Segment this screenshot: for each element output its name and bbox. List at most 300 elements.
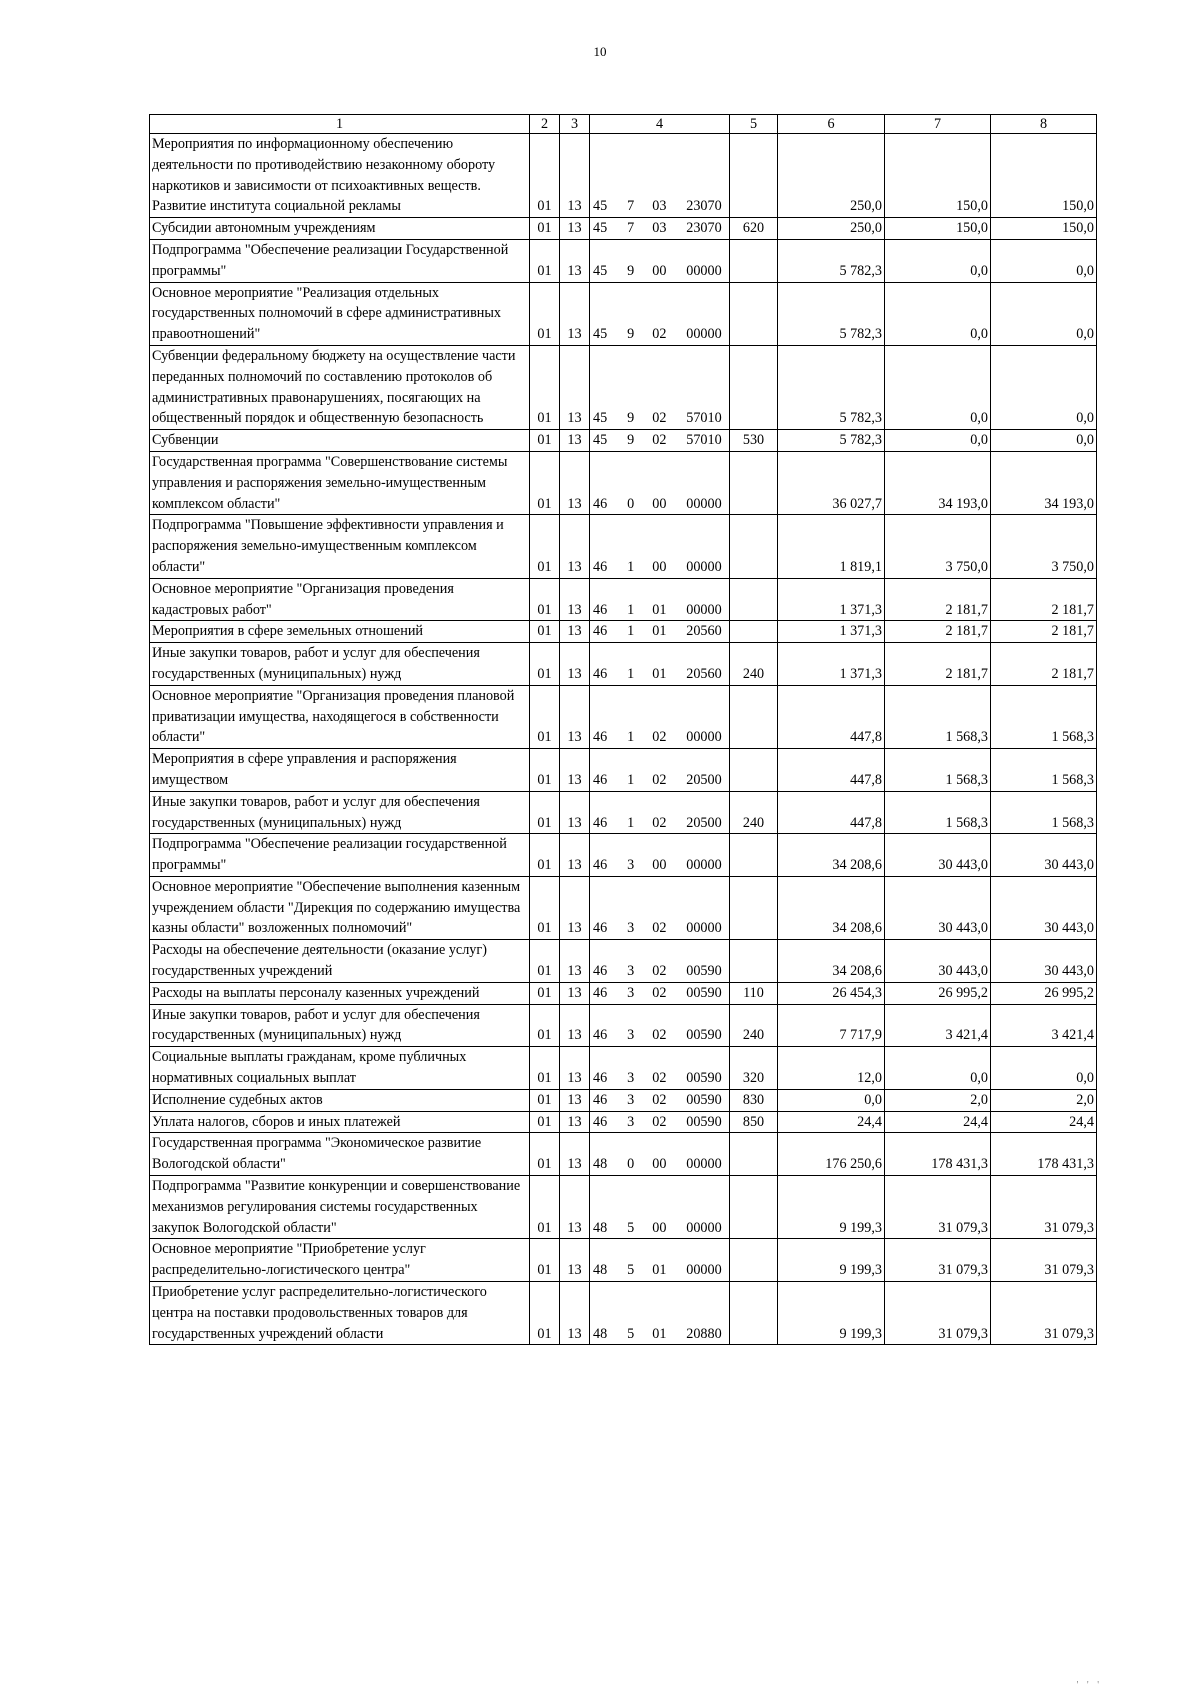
table-row: [150, 791, 1097, 834]
target-article-part: 45: [593, 410, 608, 427]
target-article-part: 00000: [686, 601, 722, 618]
subsection-code-cell: 13: [560, 430, 590, 452]
target-article-part: 02: [652, 729, 667, 746]
amount-cell: 0,0: [991, 282, 1097, 345]
target-article-part: 00590: [686, 963, 722, 980]
target-article-cell: [590, 218, 730, 240]
expense-type-cell: 240: [730, 643, 778, 686]
amount-cell: 34 193,0: [991, 451, 1097, 514]
subsection-code-cell: 13: [560, 451, 590, 514]
amount-cell: 1 568,3: [885, 749, 991, 792]
amount-cell: 2,0: [885, 1089, 991, 1111]
row-name-cell: Основное мероприятие "Реализация отдельных государственных полномочий в сфере административных правоотношений": [150, 282, 530, 345]
target-article-cell: [590, 578, 730, 621]
expense-type-cell: [730, 515, 778, 578]
target-article-part: 3: [627, 857, 635, 874]
expense-type-cell: [730, 451, 778, 514]
table-row: [150, 1047, 1097, 1090]
subsection-code-cell: 13: [560, 1282, 590, 1345]
table-row: [150, 940, 1097, 983]
target-article-part: 3: [627, 963, 635, 980]
amount-cell: 2 181,7: [885, 621, 991, 643]
amount-cell: 9 199,3: [778, 1282, 885, 1345]
row-name-cell: Мероприятия по информационному обеспечению деятельности по противодействию незаконному обороту наркотиков и зависимости от психоактивных веществ. Развитие института социальной рекламы: [150, 134, 530, 218]
expense-type-cell: [730, 685, 778, 748]
target-article-part: 20500: [686, 771, 722, 788]
target-article-cell: [590, 685, 730, 748]
target-article-cell: [590, 791, 730, 834]
target-article-cell: [590, 940, 730, 983]
target-article-part: 00590: [686, 1091, 722, 1108]
target-article-part: 00: [652, 1219, 667, 1236]
amount-cell: 3 750,0: [885, 515, 991, 578]
subsection-code-cell: 13: [560, 345, 590, 429]
section-code-cell: 01: [530, 834, 560, 877]
amount-cell: 31 079,3: [885, 1239, 991, 1282]
target-article-cell: [590, 876, 730, 939]
amount-cell: 34 208,6: [778, 876, 885, 939]
amount-cell: 447,8: [778, 749, 885, 792]
target-article-part: 00000: [686, 857, 722, 874]
target-article-part: 00000: [686, 558, 722, 575]
amount-cell: 9 199,3: [778, 1239, 885, 1282]
expense-type-cell: 240: [730, 1004, 778, 1047]
subsection-code-cell: 13: [560, 621, 590, 643]
amount-cell: 31 079,3: [991, 1176, 1097, 1239]
header-cell: 3: [560, 115, 590, 134]
target-article-part: 1: [627, 729, 635, 746]
section-code-cell: 01: [530, 1282, 560, 1345]
amount-cell: 1 568,3: [991, 749, 1097, 792]
header-cell: 4: [590, 115, 730, 134]
target-article-part: 46: [593, 558, 608, 575]
subsection-code-cell: 13: [560, 749, 590, 792]
target-article-part: 02: [652, 814, 667, 831]
amount-cell: 447,8: [778, 685, 885, 748]
subsection-code-cell: 13: [560, 1133, 590, 1176]
target-article-part: 01: [652, 601, 667, 618]
subsection-code-cell: 13: [560, 282, 590, 345]
target-article-part: 01: [652, 665, 667, 682]
target-article-cell: [590, 451, 730, 514]
target-article-part: 3: [627, 1070, 635, 1087]
expense-type-cell: 110: [730, 982, 778, 1004]
target-article-part: 57010: [686, 432, 722, 449]
target-article-cell: [590, 982, 730, 1004]
expense-type-cell: 240: [730, 791, 778, 834]
target-article-part: 7: [627, 198, 635, 215]
target-article-part: 5: [627, 1325, 635, 1342]
amount-cell: 0,0: [991, 1047, 1097, 1090]
target-article-part: 46: [593, 857, 608, 874]
amount-cell: 30 443,0: [885, 940, 991, 983]
amount-cell: 3 421,4: [991, 1004, 1097, 1047]
expense-type-cell: [730, 621, 778, 643]
table-row: [150, 345, 1097, 429]
amount-cell: 1 819,1: [778, 515, 885, 578]
expense-type-cell: [730, 1176, 778, 1239]
amount-cell: 0,0: [885, 282, 991, 345]
target-article-cell: [590, 515, 730, 578]
amount-cell: 1 371,3: [778, 578, 885, 621]
target-article-part: 46: [593, 920, 608, 937]
row-name-cell: Субвенции: [150, 430, 530, 452]
subsection-code-cell: 13: [560, 876, 590, 939]
row-name-cell: Основное мероприятие "Обеспечение выполнения казенным учреждением области "Дирекция по содержанию имущества казны области" возложенных полномочий": [150, 876, 530, 939]
table-row: [150, 1282, 1097, 1345]
subsection-code-cell: 13: [560, 515, 590, 578]
target-article-part: 01: [652, 623, 667, 640]
expense-type-cell: [730, 282, 778, 345]
target-article-part: 02: [652, 410, 667, 427]
table-row: [150, 134, 1097, 218]
target-article-part: 46: [593, 814, 608, 831]
target-article-part: 00000: [686, 495, 722, 512]
row-name-cell: Уплата налогов, сборов и иных платежей: [150, 1111, 530, 1133]
expense-type-cell: 530: [730, 430, 778, 452]
target-article-part: 01: [652, 1325, 667, 1342]
amount-cell: 26 454,3: [778, 982, 885, 1004]
expense-type-cell: 620: [730, 218, 778, 240]
table-row: [150, 1004, 1097, 1047]
target-article-part: 48: [593, 1325, 608, 1342]
section-code-cell: 01: [530, 430, 560, 452]
header-cell: 5: [730, 115, 778, 134]
section-code-cell: 01: [530, 1047, 560, 1090]
section-code-cell: 01: [530, 134, 560, 218]
subsection-code-cell: 13: [560, 940, 590, 983]
target-article-part: 3: [627, 1091, 635, 1108]
amount-cell: 2,0: [991, 1089, 1097, 1111]
subsection-code-cell: 13: [560, 1004, 590, 1047]
subsection-code-cell: 13: [560, 134, 590, 218]
section-code-cell: 01: [530, 578, 560, 621]
amount-cell: 0,0: [991, 239, 1097, 282]
amount-cell: 31 079,3: [991, 1239, 1097, 1282]
target-article-cell: [590, 1047, 730, 1090]
amount-cell: 5 782,3: [778, 345, 885, 429]
target-article-part: 00000: [686, 729, 722, 746]
amount-cell: 1 568,3: [991, 685, 1097, 748]
target-article-cell: [590, 1004, 730, 1047]
section-code-cell: 01: [530, 218, 560, 240]
budget-table: [149, 114, 1097, 1345]
target-article-cell: [590, 345, 730, 429]
amount-cell: 178 431,3: [991, 1133, 1097, 1176]
amount-cell: 34 193,0: [885, 451, 991, 514]
target-article-part: 46: [593, 729, 608, 746]
row-name-cell: Подпрограмма "Обеспечение реализации Государственной программы": [150, 239, 530, 282]
table-row: [150, 578, 1097, 621]
subsection-code-cell: 13: [560, 1047, 590, 1090]
section-code-cell: 01: [530, 685, 560, 748]
row-name-cell: Основное мероприятие "Организация проведения кадастровых работ": [150, 578, 530, 621]
target-article-part: 9: [627, 432, 635, 449]
row-name-cell: Подпрограмма "Развитие конкуренции и совершенствование механизмов регулирования системы государственных закупок Вологодской области": [150, 1176, 530, 1239]
expense-type-cell: [730, 1239, 778, 1282]
target-article-part: 20500: [686, 814, 722, 831]
amount-cell: 30 443,0: [885, 834, 991, 877]
amount-cell: 3 421,4: [885, 1004, 991, 1047]
target-article-part: 9: [627, 326, 635, 343]
target-article-cell: [590, 1089, 730, 1111]
target-article-cell: [590, 621, 730, 643]
header-cell: 8: [991, 115, 1097, 134]
target-article-part: 00590: [686, 1113, 722, 1130]
target-article-part: 57010: [686, 410, 722, 427]
subsection-code-cell: 13: [560, 1111, 590, 1133]
target-article-part: 02: [652, 326, 667, 343]
target-article-cell: [590, 430, 730, 452]
target-article-part: 00: [652, 558, 667, 575]
target-article-cell: [590, 134, 730, 218]
target-article-part: 45: [593, 262, 608, 279]
expense-type-cell: [730, 134, 778, 218]
target-article-part: 00: [652, 262, 667, 279]
target-article-part: 03: [652, 220, 667, 237]
row-name-cell: Мероприятия в сфере управления и распоряжения имуществом: [150, 749, 530, 792]
header-cell: 6: [778, 115, 885, 134]
header-cell: 7: [885, 115, 991, 134]
amount-cell: 30 443,0: [991, 834, 1097, 877]
row-name-cell: Приобретение услуг распределительно-логистического центра на поставки продовольственных товаров для государственных учреждений области: [150, 1282, 530, 1345]
target-article-part: 9: [627, 262, 635, 279]
target-article-cell: [590, 1282, 730, 1345]
amount-cell: 0,0: [778, 1089, 885, 1111]
amount-cell: 2 181,7: [991, 643, 1097, 686]
section-code-cell: 01: [530, 876, 560, 939]
target-article-part: 02: [652, 1070, 667, 1087]
target-article-part: 02: [652, 920, 667, 937]
target-article-part: 3: [627, 1113, 635, 1130]
amount-cell: 31 079,3: [991, 1282, 1097, 1345]
table-row: [150, 1176, 1097, 1239]
target-article-part: 00000: [686, 1219, 722, 1236]
target-article-cell: [590, 1239, 730, 1282]
target-article-part: 1: [627, 771, 635, 788]
target-article-part: 0: [627, 495, 635, 512]
section-code-cell: 01: [530, 1239, 560, 1282]
expense-type-cell: [730, 578, 778, 621]
target-article-part: 3: [627, 984, 635, 1001]
target-article-part: 00590: [686, 1070, 722, 1087]
target-article-part: 48: [593, 1156, 608, 1173]
subsection-code-cell: 13: [560, 834, 590, 877]
amount-cell: 26 995,2: [885, 982, 991, 1004]
amount-cell: 31 079,3: [885, 1282, 991, 1345]
target-article-part: 46: [593, 984, 608, 1001]
section-code-cell: 01: [530, 239, 560, 282]
target-article-part: 46: [593, 1070, 608, 1087]
row-name-cell: Подпрограмма "Обеспечение реализации государственной программы": [150, 834, 530, 877]
amount-cell: 3 750,0: [991, 515, 1097, 578]
amount-cell: 26 995,2: [991, 982, 1097, 1004]
expense-type-cell: 850: [730, 1111, 778, 1133]
amount-cell: 447,8: [778, 791, 885, 834]
target-article-part: 01: [652, 1262, 667, 1279]
amount-cell: 31 079,3: [885, 1176, 991, 1239]
table-row: [150, 621, 1097, 643]
row-name-cell: Иные закупки товаров, работ и услуг для обеспечения государственных (муниципальных) нужд: [150, 1004, 530, 1047]
target-article-part: 1: [627, 814, 635, 831]
amount-cell: 0,0: [885, 1047, 991, 1090]
table-row: [150, 239, 1097, 282]
target-article-cell: [590, 1133, 730, 1176]
section-code-cell: 01: [530, 982, 560, 1004]
row-name-cell: Субсидии автономным учреждениям: [150, 218, 530, 240]
target-article-part: 20560: [686, 665, 722, 682]
row-name-cell: Основное мероприятие "Организация проведения плановой приватизации имущества, находящегося в собственности области": [150, 685, 530, 748]
subsection-code-cell: 13: [560, 1176, 590, 1239]
target-article-part: 00000: [686, 1156, 722, 1173]
target-article-cell: [590, 239, 730, 282]
row-name-cell: Расходы на выплаты персоналу казенных учреждений: [150, 982, 530, 1004]
expense-type-cell: [730, 749, 778, 792]
target-article-part: 02: [652, 1113, 667, 1130]
target-article-part: 46: [593, 665, 608, 682]
row-name-cell: Подпрограмма "Повышение эффективности управления и распоряжения земельно-имущественным комплексом области": [150, 515, 530, 578]
row-name-cell: Субвенции федеральному бюджету на осуществление части переданных полномочий по составлению протоколов об административных правонарушениях, посягающих на общественный порядок и общественную безопасность: [150, 345, 530, 429]
target-article-part: 1: [627, 558, 635, 575]
row-name-cell: Социальные выплаты гражданам, кроме публичных нормативных социальных выплат: [150, 1047, 530, 1090]
amount-cell: 30 443,0: [991, 876, 1097, 939]
amount-cell: 2 181,7: [991, 621, 1097, 643]
target-article-part: 02: [652, 771, 667, 788]
target-article-part: 00590: [686, 984, 722, 1001]
amount-cell: 34 208,6: [778, 834, 885, 877]
target-article-part: 46: [593, 1027, 608, 1044]
subsection-code-cell: 13: [560, 578, 590, 621]
section-code-cell: 01: [530, 345, 560, 429]
target-article-part: 02: [652, 1027, 667, 1044]
target-article-part: 46: [593, 771, 608, 788]
amount-cell: 250,0: [778, 218, 885, 240]
target-article-part: 20560: [686, 623, 722, 640]
target-article-part: 02: [652, 963, 667, 980]
amount-cell: 24,4: [991, 1111, 1097, 1133]
amount-cell: 2 181,7: [885, 578, 991, 621]
amount-cell: 0,0: [885, 430, 991, 452]
scan-mark: ' ' ': [1076, 1680, 1102, 1691]
section-code-cell: 01: [530, 515, 560, 578]
row-name-cell: Исполнение судебных актов: [150, 1089, 530, 1111]
amount-cell: 30 443,0: [885, 876, 991, 939]
amount-cell: 24,4: [778, 1111, 885, 1133]
table-row: [150, 515, 1097, 578]
amount-cell: 250,0: [778, 134, 885, 218]
target-article-part: 45: [593, 326, 608, 343]
amount-cell: 0,0: [991, 430, 1097, 452]
subsection-code-cell: 13: [560, 685, 590, 748]
target-article-part: 00000: [686, 326, 722, 343]
target-article-cell: [590, 749, 730, 792]
expense-type-cell: [730, 1282, 778, 1345]
row-name-cell: Государственная программа "Экономическое развитие Вологодской области": [150, 1133, 530, 1176]
expense-type-cell: [730, 345, 778, 429]
target-article-part: 02: [652, 1091, 667, 1108]
target-article-part: 1: [627, 623, 635, 640]
amount-cell: 1 371,3: [778, 643, 885, 686]
row-name-cell: Основное мероприятие "Приобретение услуг распределительно-логистического центра": [150, 1239, 530, 1282]
target-article-part: 02: [652, 432, 667, 449]
target-article-part: 48: [593, 1219, 608, 1236]
target-article-part: 20880: [686, 1325, 722, 1342]
target-article-part: 46: [593, 1091, 608, 1108]
subsection-code-cell: 13: [560, 218, 590, 240]
subsection-code-cell: 13: [560, 239, 590, 282]
table-row: [150, 1133, 1097, 1176]
table-row: [150, 982, 1097, 1004]
section-code-cell: 01: [530, 940, 560, 983]
page-number: 10: [593, 44, 607, 59]
amount-cell: 36 027,7: [778, 451, 885, 514]
target-article-part: 23070: [686, 198, 722, 215]
table-row: [150, 685, 1097, 748]
section-code-cell: 01: [530, 791, 560, 834]
target-article-part: 00: [652, 1156, 667, 1173]
amount-cell: 2 181,7: [885, 643, 991, 686]
amount-cell: 2 181,7: [991, 578, 1097, 621]
target-article-part: 45: [593, 432, 608, 449]
target-article-part: 45: [593, 198, 608, 215]
amount-cell: 1 568,3: [885, 791, 991, 834]
row-name-cell: Иные закупки товаров, работ и услуг для обеспечения государственных (муниципальных) нужд: [150, 791, 530, 834]
expense-type-cell: [730, 834, 778, 877]
amount-cell: 9 199,3: [778, 1176, 885, 1239]
amount-cell: 7 717,9: [778, 1004, 885, 1047]
section-code-cell: 01: [530, 1004, 560, 1047]
table-row: [150, 749, 1097, 792]
target-article-part: 5: [627, 1219, 635, 1236]
target-article-cell: [590, 282, 730, 345]
subsection-code-cell: 13: [560, 982, 590, 1004]
amount-cell: 1 568,3: [885, 685, 991, 748]
table-row: [150, 1089, 1097, 1111]
target-article-part: 00000: [686, 262, 722, 279]
amount-cell: 30 443,0: [991, 940, 1097, 983]
section-code-cell: 01: [530, 282, 560, 345]
target-article-part: 00000: [686, 920, 722, 937]
target-article-part: 0: [627, 1156, 635, 1173]
section-code-cell: 01: [530, 1133, 560, 1176]
expense-type-cell: 320: [730, 1047, 778, 1090]
target-article-part: 1: [627, 601, 635, 618]
target-article-part: 46: [593, 623, 608, 640]
amount-cell: 5 782,3: [778, 430, 885, 452]
table-row: [150, 430, 1097, 452]
target-article-part: 3: [627, 1027, 635, 1044]
expense-type-cell: [730, 239, 778, 282]
section-code-cell: 01: [530, 621, 560, 643]
section-code-cell: 01: [530, 451, 560, 514]
target-article-part: 3: [627, 920, 635, 937]
target-article-part: 7: [627, 220, 635, 237]
amount-cell: 1 371,3: [778, 621, 885, 643]
amount-cell: 34 208,6: [778, 940, 885, 983]
header-cell: 2: [530, 115, 560, 134]
section-code-cell: 01: [530, 643, 560, 686]
target-article-part: 46: [593, 601, 608, 618]
target-article-part: 00: [652, 857, 667, 874]
target-article-part: 00: [652, 495, 667, 512]
amount-cell: 150,0: [885, 134, 991, 218]
amount-cell: 0,0: [991, 345, 1097, 429]
subsection-code-cell: 13: [560, 791, 590, 834]
target-article-cell: [590, 834, 730, 877]
amount-cell: 150,0: [991, 134, 1097, 218]
target-article-part: 45: [593, 220, 608, 237]
amount-cell: 176 250,6: [778, 1133, 885, 1176]
